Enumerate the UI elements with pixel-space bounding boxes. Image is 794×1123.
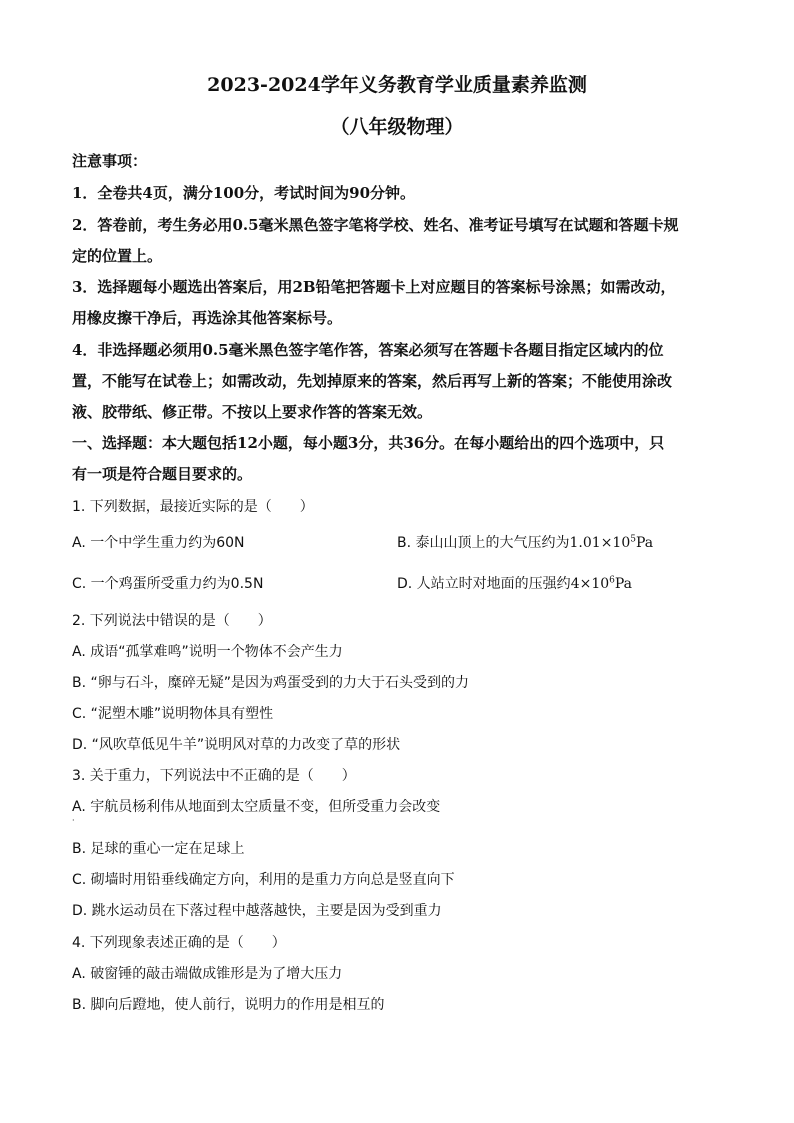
exam-title: 2023-2024学年义务教育学业质量素养监测 <box>207 74 587 96</box>
q3-option-c: C. 砌墙时用铅垂线确定方向，利用的是重力方向总是竖直向下 <box>72 872 455 888</box>
q2-option-d: D. “风吹草低见牛羊”说明风对草的力改变了草的形状 <box>72 737 401 753</box>
q2-option-b: B. “卵与石斗，糜碎无疑”是因为鸡蛋受到的力大于石头受到的力 <box>72 675 470 691</box>
q1-option-b-text: B. 泰山山顶上的大气压约为 <box>397 535 570 551</box>
q1-option-d-text: D. 人站立时对地面的压强约 <box>397 576 571 592</box>
q1-option-a: A. 一个中学生重力约为60N <box>72 535 245 551</box>
section-heading-cont: 有一项是符合题目要求的。 <box>72 465 253 483</box>
section-heading: 一、选择题：本大题包括12小题，每小题3分，共36分。在每小题给出的四个选项中，只 <box>72 434 665 452</box>
q2-option-a: A. 成语“孤掌难鸣”说明一个物体不会产生力 <box>72 644 343 660</box>
question-3-stem: 3. 关于重力，下列说法中不正确的是（ ） <box>72 768 356 784</box>
note-line: 液、胶带纸、修正带。不按以上要求作答的答案无效。 <box>72 403 433 421</box>
note-line: 用橡皮擦干净后，再选涂其他答案标号。 <box>72 309 343 327</box>
note-line: 2．答卷前，考生务必用0.5毫米黑色签字笔将学校、姓名、准考证号填写在试题和答题卡规 <box>72 216 679 234</box>
note-line: 3．选择题每小题选出答案后，用2B铅笔把答题卡上对应题目的答案标号涂黑；如需改动， <box>72 278 676 296</box>
q4-option-b: B. 脚向后蹬地，使人前行，说明力的作用是相互的 <box>72 997 385 1013</box>
q3-option-d: D. 跳水运动员在下落过程中越落越快，主要是因为受到重力 <box>72 903 442 919</box>
question-2-stem: 2. 下列说法中错误的是（ ） <box>72 613 272 629</box>
q1-option-c: C. 一个鸡蛋所受重力约为0.5N <box>72 576 264 592</box>
notes-heading: 注意事项： <box>72 152 148 170</box>
q4-option-a: A. 破窗锤的敲击端做成锥形是为了增大压力 <box>72 966 343 982</box>
note-line: 4．非选择题必须用0.5毫米黑色签字笔作答，答案必须写在答题卡各题目指定区域内的位 <box>72 341 664 359</box>
q1-option-d-value: $4\times 10^6Pa$ <box>570 575 633 592</box>
q1-option-b-value: $1.01\times 10^5Pa$ <box>569 534 654 551</box>
q1-option-b <box>397 532 653 552</box>
question-4-stem: 4. 下列现象表述正确的是（ ） <box>72 935 286 951</box>
q3-option-b: B. 足球的重心一定在足球上 <box>72 841 245 857</box>
q2-option-c: C. “泥塑木雕”说明物体具有塑性 <box>72 706 274 722</box>
question-1-stem: 1. 下列数据，最接近实际的是（ ） <box>72 499 314 515</box>
stray-dot: · <box>72 816 75 825</box>
q1-option-d <box>397 573 632 593</box>
q3-option-a: A. 宇航员杨利伟从地面到太空质量不变，但所受重力会改变 <box>72 799 441 815</box>
exam-subtitle: （八年级物理） <box>330 116 464 138</box>
note-line: 1．全卷共4页，满分100分，考试时间为90分钟。 <box>72 184 416 202</box>
note-line: 置，不能写在试卷上；如需改动，先划掉原来的答案，然后再写上新的答案；不能使用涂改 <box>72 372 673 390</box>
note-line: 定的位置上。 <box>72 247 163 265</box>
